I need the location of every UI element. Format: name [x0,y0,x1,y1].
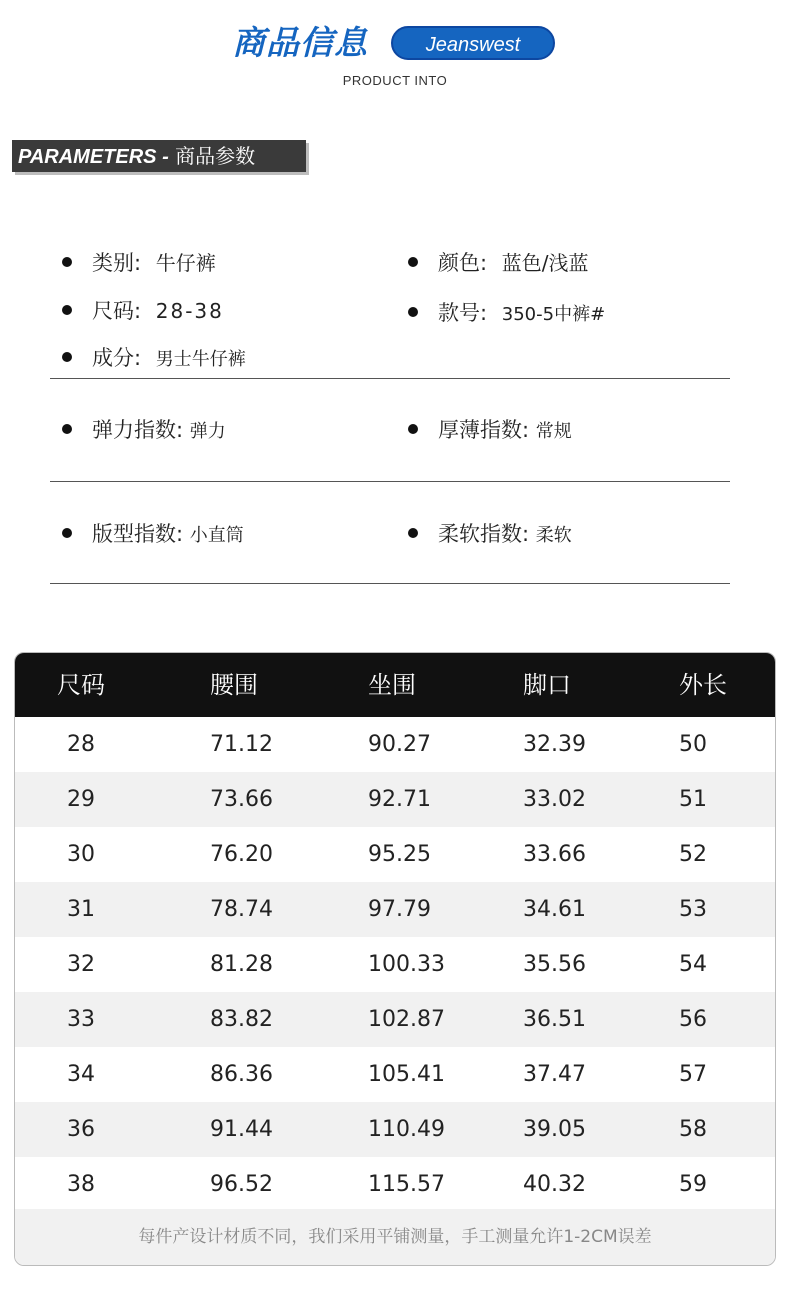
spec-value: 350-5中裤# [501,304,606,325]
spec-value: 28-38 [155,299,224,323]
spec-label: 颜色: [438,251,488,275]
spec-label: 款号: [438,301,488,325]
table-cell: 71.12 [210,732,273,757]
table-cell: 56 [679,1007,707,1032]
spec-composition [62,343,246,375]
table-cell: 38 [67,1172,95,1197]
table-cell: 39.05 [523,1117,586,1142]
bullet-icon [408,528,418,538]
spec-label: 版型指数: [92,522,184,546]
table-row [15,827,775,882]
table-cell: 54 [679,952,707,977]
spec-label: 尺码: [92,299,142,323]
table-cell: 36.51 [523,1007,586,1032]
table-row [15,882,775,937]
spec-value: 柔软 [535,525,572,546]
column-header: 脚口 [523,671,571,699]
table-cell: 29 [67,787,95,812]
table-cell: 32.39 [523,732,586,757]
table-cell: 31 [67,897,95,922]
table-cell: 100.33 [368,952,445,977]
table-cell: 37.47 [523,1062,586,1087]
spec-fit [62,519,244,551]
spec-value: 男士牛仔裤 [155,349,246,370]
column-header: 外长 [679,671,727,699]
table-cell: 96.52 [210,1172,273,1197]
column-header: 坐围 [368,671,416,699]
table-cell: 90.27 [368,732,431,757]
parameters-title-en: PARAMETERS - [18,146,169,168]
spec-color [408,248,589,278]
table-cell: 32 [67,952,95,977]
table-cell: 97.79 [368,897,431,922]
table-cell: 92.71 [368,787,431,812]
table-cell: 53 [679,897,707,922]
page-title: 商品信息 [232,23,368,62]
spec-category [62,248,216,278]
parameters-title-cn: 商品参数 [175,144,256,168]
bullet-icon [408,307,418,317]
bullet-icon [62,352,72,362]
table-cell: 91.44 [210,1117,273,1142]
table-cell: 78.74 [210,897,273,922]
spec-softness [408,519,572,551]
table-cell: 33.02 [523,787,586,812]
spec-label: 类别: [92,251,142,275]
table-cell: 76.20 [210,842,273,867]
brand-logo: Jeanswest [391,26,555,60]
spec-thickness [408,415,572,447]
divider [50,481,730,482]
table-row [15,992,775,1047]
table-cell: 34.61 [523,897,586,922]
table-cell: 51 [679,787,707,812]
bullet-icon [62,424,72,434]
table-cell: 50 [679,732,707,757]
spec-style-no [408,298,605,330]
table-cell: 58 [679,1117,707,1142]
table-row [15,937,775,992]
spec-value: 蓝色/浅蓝 [501,251,589,275]
size-table [14,652,776,1266]
table-row [15,772,775,827]
table-cell: 110.49 [368,1117,445,1142]
parameters-banner [12,140,306,172]
table-cell: 102.87 [368,1007,445,1032]
table-row [15,1047,775,1102]
spec-label: 柔软指数: [438,522,530,546]
divider [50,583,730,584]
spec-stretch [62,415,226,447]
table-cell: 33.66 [523,842,586,867]
spec-label: 厚薄指数: [438,418,530,442]
spec-value: 常规 [535,421,572,442]
table-cell: 95.25 [368,842,431,867]
table-cell: 83.82 [210,1007,273,1032]
table-cell: 115.57 [368,1172,445,1197]
table-cell: 59 [679,1172,707,1197]
bullet-icon [408,257,418,267]
bullet-icon [62,528,72,538]
column-header: 尺码 [57,671,105,699]
bullet-icon [62,257,72,267]
page-subtitle: PRODUCT INTO [342,73,448,88]
table-cell: 35.56 [523,952,586,977]
table-row [15,717,775,772]
column-header: 腰围 [210,671,258,699]
table-cell: 86.36 [210,1062,273,1087]
table-cell: 105.41 [368,1062,445,1087]
table-header [15,653,775,717]
table-cell: 34 [67,1062,95,1087]
spec-value: 弹力 [189,421,226,442]
table-row [15,1157,775,1212]
table-cell: 36 [67,1117,95,1142]
table-cell: 40.32 [523,1172,586,1197]
table-cell: 57 [679,1062,707,1087]
bullet-icon [62,305,72,315]
spec-label: 成分: [92,346,142,370]
spec-label: 弹力指数: [92,418,184,442]
spec-value: 小直筒 [189,525,244,546]
table-cell: 81.28 [210,952,273,977]
table-cell: 28 [67,732,95,757]
measurement-note: 每件产设计材质不同，我们采用平铺测量，手工测量允许1-2CM误差 [15,1209,775,1265]
spec-size [62,296,224,326]
table-cell: 73.66 [210,787,273,812]
table-cell: 33 [67,1007,95,1032]
spec-value: 牛仔裤 [155,251,216,275]
bullet-icon [408,424,418,434]
table-cell: 52 [679,842,707,867]
divider [50,378,730,379]
table-cell: 30 [67,842,95,867]
table-row [15,1102,775,1157]
